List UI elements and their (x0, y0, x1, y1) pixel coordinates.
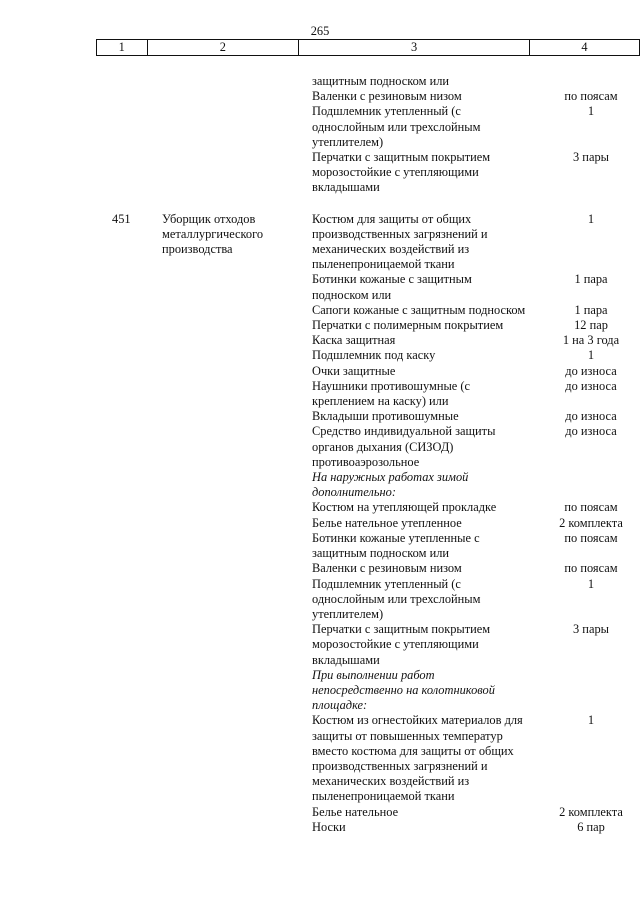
table-row (0, 485, 640, 500)
ppe-item-cell: утеплителем) (312, 134, 384, 149)
entry-number-cell (0, 531, 162, 546)
profession-cell (162, 668, 312, 683)
table-row (0, 242, 640, 257)
profession-cell (162, 789, 312, 804)
entry-number-cell (0, 348, 162, 363)
profession-cell (162, 546, 312, 561)
ppe-item-cell: Подшлемник под каску (312, 348, 436, 363)
table-row (0, 165, 640, 180)
table-row (0, 577, 640, 592)
quantity-cell: 3 пары (573, 622, 609, 637)
table-row (0, 348, 640, 363)
ppe-item-cell: Подшлемник утепленный (с (312, 104, 461, 119)
table-row (0, 470, 640, 485)
table-row (0, 607, 640, 622)
profession-cell (162, 500, 312, 515)
entry-number-cell (0, 592, 162, 607)
header-col-1: 1 (118, 40, 125, 54)
entry-number-cell (0, 789, 162, 804)
profession-cell (162, 74, 312, 89)
entry-number-cell (0, 242, 162, 257)
profession-cell (162, 333, 312, 348)
profession-cell (162, 303, 312, 318)
ppe-item-cell: На наружных работах зимой (312, 470, 469, 485)
quantity-cell (542, 653, 640, 668)
quantity-cell: до износа (565, 363, 617, 378)
profession-cell (162, 531, 312, 546)
entry-number-cell (0, 379, 162, 394)
entry-number-cell (0, 120, 162, 135)
profession-cell (162, 485, 312, 500)
entry-number-cell (0, 577, 162, 592)
ppe-item-cell: Средство индивидуальной защиты (312, 424, 496, 439)
entry-number-cell (0, 805, 162, 820)
ppe-item-cell: Перчатки с защитным покрытием (312, 622, 491, 637)
profession-cell (162, 120, 312, 135)
table-row (0, 424, 640, 439)
profession-cell: Уборщик отходов (162, 211, 256, 226)
quantity-cell: 1 (587, 576, 595, 591)
ppe-item-cell: площадке: (312, 698, 368, 713)
quantity-cell (542, 637, 640, 652)
quantity-cell: 1 (587, 713, 595, 728)
ppe-item-cell: защитным подноском или (312, 546, 450, 561)
header-col-4: 4 (529, 40, 639, 55)
ppe-item-cell: пыленепроницаемой ткани (312, 789, 455, 804)
entry-number-cell (0, 150, 162, 165)
ppe-item-cell: подноском или (312, 287, 392, 302)
profession-cell (162, 607, 312, 622)
profession-cell (162, 455, 312, 470)
entry-number-cell: 451 (112, 211, 131, 226)
ppe-item-cell: вместо костюма для защиты от общих (312, 743, 514, 758)
entry-number-cell (0, 500, 162, 515)
entry-number-cell (0, 424, 162, 439)
quantity-cell (542, 257, 640, 272)
page-number: 265 (310, 24, 330, 38)
quantity-cell: до износа (565, 378, 617, 393)
table-row (0, 409, 640, 424)
table-row (0, 135, 640, 150)
ppe-item-cell: Валенки с резиновым низом (312, 89, 462, 104)
table-row (0, 288, 640, 303)
table-row (0, 683, 640, 698)
profession-cell (162, 577, 312, 592)
ppe-item-cell: защиты от повышенных температур (312, 728, 503, 743)
quantity-cell (542, 683, 640, 698)
ppe-item-cell: утеплителем) (312, 606, 384, 621)
quantity-cell (542, 789, 640, 804)
ppe-item-cell: механических воздействий из (312, 242, 470, 257)
quantity-cell: 1 (587, 348, 595, 363)
ppe-item-cell: непосредственно на колотниковой (312, 682, 495, 697)
ppe-item-cell: однослойным или трехслойным (312, 119, 481, 134)
entry-number-cell (0, 180, 162, 195)
entry-number-cell (0, 729, 162, 744)
quantity-cell (542, 242, 640, 257)
table-row (0, 333, 640, 348)
entry-number-cell (0, 820, 162, 835)
profession-cell (162, 409, 312, 424)
table-row (0, 698, 640, 713)
profession-cell (162, 288, 312, 303)
entry-number-cell (0, 713, 162, 728)
ppe-item-cell: защитным подноском или (312, 74, 450, 88)
quantity-cell (542, 455, 640, 470)
ppe-item-cell: производственных загрязнений и (312, 758, 488, 773)
entry-number-cell (0, 774, 162, 789)
entry-number-cell (0, 104, 162, 119)
quantity-cell (542, 485, 640, 500)
profession-cell (162, 150, 312, 165)
quantity-cell: 2 комплекта (559, 804, 623, 819)
profession-cell (162, 805, 312, 820)
profession-cell (162, 698, 312, 713)
profession-cell: металлургического (162, 226, 264, 241)
entry-number-cell (0, 364, 162, 379)
table-header (96, 39, 640, 56)
table-row (0, 805, 640, 820)
quantity-cell: 1 пара (574, 302, 608, 317)
table-row (0, 227, 640, 242)
table-row (0, 668, 640, 683)
profession-cell (162, 516, 312, 531)
table-row (0, 303, 640, 318)
entry-number-cell (0, 470, 162, 485)
ppe-item-cell: вкладышами (312, 180, 380, 195)
entry-number-cell (0, 165, 162, 180)
ppe-item-cell: производственных загрязнений и (312, 226, 488, 241)
profession-cell (162, 759, 312, 774)
quantity-cell: по поясам (564, 561, 618, 576)
entry-number-cell (0, 288, 162, 303)
ppe-item-cell: Наушники противошумные (с (312, 378, 471, 393)
quantity-cell (542, 698, 640, 713)
entry-number-cell (0, 440, 162, 455)
ppe-item-cell: органов дыхания (СИЗОД) (312, 439, 454, 454)
table-row (0, 713, 640, 728)
entry-number-cell (0, 759, 162, 774)
profession-cell (162, 774, 312, 789)
table-row (0, 516, 640, 531)
table-row (0, 379, 640, 394)
profession-cell (162, 394, 312, 409)
table-row (0, 394, 640, 409)
table-row (0, 789, 640, 804)
quantity-cell: 6 пар (577, 819, 605, 834)
table-row (0, 89, 640, 104)
table-row (0, 180, 640, 195)
entry-number-cell (0, 653, 162, 668)
header-col-3: 3 (298, 40, 529, 55)
table-row (0, 820, 640, 835)
profession-cell (162, 683, 312, 698)
entry-number-cell (0, 516, 162, 531)
entry-number-cell (0, 409, 162, 424)
ppe-item-cell: Ботинки кожаные с защитным (312, 272, 472, 287)
entry-number-cell (0, 394, 162, 409)
quantity-cell (542, 180, 640, 195)
profession-cell: производства (162, 242, 233, 257)
table-row (0, 74, 640, 89)
profession-cell (162, 592, 312, 607)
entry-number-cell (0, 318, 162, 333)
quantity-cell (542, 470, 640, 485)
table-body (0, 74, 640, 835)
table-row (0, 318, 640, 333)
ppe-item-cell: Белье нательное утепленное (312, 515, 462, 530)
ppe-item-cell: пыленепроницаемой ткани (312, 257, 455, 272)
table-row (0, 364, 640, 379)
quantity-cell (542, 546, 640, 561)
profession-cell (162, 89, 312, 104)
profession-cell (162, 180, 312, 195)
quantity-cell: 1 пара (574, 272, 608, 287)
entry-number-cell (0, 637, 162, 652)
ppe-item-cell: Костюм для защиты от общих (312, 211, 472, 226)
table-row (0, 455, 640, 470)
ppe-item-cell: При выполнении работ (312, 667, 435, 682)
ppe-item-cell: вкладышами (312, 652, 380, 667)
profession-cell (162, 165, 312, 180)
ppe-item-cell: Подшлемник утепленный (с (312, 576, 461, 591)
ppe-item-cell: Каска защитная (312, 333, 396, 348)
profession-cell (162, 440, 312, 455)
quantity-cell (542, 729, 640, 744)
quantity-cell: по поясам (564, 89, 618, 104)
quantity-cell: 12 пар (574, 318, 608, 333)
profession-cell (162, 637, 312, 652)
quantity-cell: до износа (565, 409, 617, 424)
profession-cell (162, 104, 312, 119)
ppe-item-cell: Сапоги кожаные с защитным подноском (312, 302, 526, 317)
profession-cell (162, 729, 312, 744)
table-row (0, 440, 640, 455)
header-col-2: 2 (147, 40, 299, 55)
profession-cell (162, 348, 312, 363)
entry-number-cell (0, 257, 162, 272)
profession-cell (162, 257, 312, 272)
profession-cell (162, 424, 312, 439)
quantity-cell (542, 288, 640, 303)
profession-cell (162, 653, 312, 668)
entry-number-cell (0, 561, 162, 576)
table-row (0, 212, 640, 227)
quantity-cell (542, 120, 640, 135)
table-row (0, 120, 640, 135)
entry-number-cell (0, 698, 162, 713)
ppe-item-cell: Костюм из огнестойких материалов для (312, 713, 523, 728)
entry-number-cell (0, 74, 162, 89)
quantity-cell (542, 592, 640, 607)
profession-cell (162, 272, 312, 287)
ppe-item-cell: Белье нательное (312, 804, 399, 819)
quantity-cell (542, 165, 640, 180)
profession-cell (162, 561, 312, 576)
table-row (0, 592, 640, 607)
ppe-item-cell: Очки защитные (312, 363, 396, 378)
quantity-cell (542, 227, 640, 242)
ppe-item-cell: Перчатки с защитным покрытием (312, 150, 491, 165)
entry-number-cell (0, 455, 162, 470)
row-gap (0, 196, 640, 212)
profession-cell (162, 379, 312, 394)
quantity-cell (542, 668, 640, 683)
quantity-cell (542, 774, 640, 789)
profession-cell (162, 135, 312, 150)
table-row (0, 653, 640, 668)
entry-number-cell (0, 303, 162, 318)
ppe-item-cell: однослойным или трехслойным (312, 591, 481, 606)
entry-number-cell (0, 227, 162, 242)
table-row (0, 500, 640, 515)
quantity-cell: 3 пары (573, 150, 609, 165)
ppe-item-cell: дополнительно: (312, 485, 396, 500)
ppe-item-cell: Костюм на утепляющей прокладке (312, 500, 497, 515)
ppe-item-cell: противоаэрозольное (312, 454, 420, 469)
profession-cell (162, 470, 312, 485)
table-row (0, 774, 640, 789)
quantity-cell: 1 (587, 104, 595, 119)
entry-number-cell (0, 607, 162, 622)
entry-number-cell (0, 89, 162, 104)
table-row (0, 759, 640, 774)
table-row (0, 531, 640, 546)
entry-number-cell (0, 546, 162, 561)
profession-cell (162, 820, 312, 835)
profession-cell (162, 364, 312, 379)
quantity-cell (542, 74, 640, 89)
table-row (0, 729, 640, 744)
profession-cell (162, 622, 312, 637)
table-row (0, 744, 640, 759)
ppe-item-cell: креплением на каску) или (312, 394, 449, 409)
entry-number-cell (0, 668, 162, 683)
quantity-cell: по поясам (564, 500, 618, 515)
entry-number-cell (0, 622, 162, 637)
ppe-item-cell: Ботинки кожаные утепленные с (312, 530, 480, 545)
entry-number-cell (0, 272, 162, 287)
quantity-cell (542, 759, 640, 774)
table-row (0, 104, 640, 119)
entry-number-cell (0, 744, 162, 759)
quantity-cell: 1 на 3 года (562, 333, 620, 348)
profession-cell (162, 713, 312, 728)
profession-cell (162, 318, 312, 333)
table-row (0, 637, 640, 652)
ppe-item-cell: механических воздействий из (312, 774, 470, 789)
quantity-cell: 2 комплекта (559, 515, 623, 530)
quantity-cell (542, 607, 640, 622)
ppe-item-cell: Носки (312, 819, 346, 834)
quantity-cell: по поясам (564, 530, 618, 545)
quantity-cell: до износа (565, 424, 617, 439)
ppe-item-cell: морозостойкие с утепляющими (312, 637, 479, 652)
ppe-item-cell: Валенки с резиновым низом (312, 561, 462, 576)
quantity-cell (542, 135, 640, 150)
table-row (0, 561, 640, 576)
quantity-cell (542, 744, 640, 759)
table-row (0, 272, 640, 287)
table-row (0, 546, 640, 561)
entry-number-cell (0, 135, 162, 150)
quantity-cell: 1 (587, 211, 595, 226)
ppe-item-cell: Перчатки с полимерным покрытием (312, 318, 504, 333)
ppe-item-cell: морозостойкие с утепляющими (312, 165, 479, 180)
table-row (0, 257, 640, 272)
entry-number-cell (0, 333, 162, 348)
quantity-cell (542, 394, 640, 409)
ppe-item-cell: Вкладыши противошумные (312, 409, 459, 424)
profession-cell (162, 744, 312, 759)
table-row (0, 150, 640, 165)
entry-number-cell (0, 485, 162, 500)
quantity-cell (542, 440, 640, 455)
table-row (0, 622, 640, 637)
entry-number-cell (0, 683, 162, 698)
